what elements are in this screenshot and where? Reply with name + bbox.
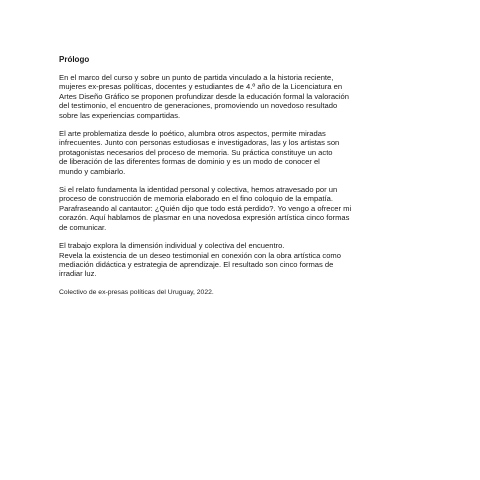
paragraph-line: corazón. Aquí hablamos de plasmar en una novedosa expresión artística cinco formas: [59, 213, 350, 223]
paragraph-1: [59, 73, 389, 120]
paragraph-line: El trabajo explora la dimensión individual y colectiva del encuentro.: [59, 241, 285, 251]
prologue-page: [59, 55, 389, 297]
paragraph-4: [59, 241, 389, 279]
paragraph-line: Si el relato fundamenta la identidad personal y colectiva, hemos atravesado por un: [59, 185, 338, 195]
paragraph-line: irradiar luz.: [59, 269, 97, 279]
paragraph-2: [59, 129, 389, 176]
signature: Colectivo de ex-presas políticas del Uruguay, 2022.: [59, 288, 214, 296]
paragraph-line: El arte problematiza desde lo poético, alumbra otros aspectos, permite miradas: [59, 129, 326, 139]
paragraph-line: sobre las experiencias compartidas.: [59, 110, 181, 120]
paragraph-line: del testimonio, el encuentro de generaciones, promoviendo un novedoso resultado: [59, 101, 338, 111]
paragraph-line: proceso de construcción de memoria elaborado en el fino coloquio de la empatía.: [59, 194, 333, 204]
paragraph-line: mediación didáctica y estrategia de aprendizaje. El resultado son cinco formas de: [59, 259, 334, 269]
page-title: Prólogo: [59, 55, 90, 64]
paragraph-line: protagonistas necesarios del proceso de memoria. Su práctica constituye un acto: [59, 147, 333, 157]
paragraph-line: Artes Diseño Gráfico se proponen profundizar desde la educación formal la valoración: [59, 91, 349, 101]
paragraph-line: mundo y cambiarlo.: [59, 166, 126, 176]
paragraph-line: de comunicar.: [59, 222, 107, 232]
paragraph-line: infrecuentes. Junto con personas estudiosas e investigadoras, las y los artistas son: [59, 138, 340, 148]
paragraph-line: Parafraseando al cantautor: ¿Quién dijo que todo está perdido?. Yo vengo a ofrecer mi: [59, 203, 352, 213]
paragraph-line: En el marco del curso y sobre un punto de partida vinculado a la historia reciente,: [59, 73, 334, 82]
paragraph-line: mujeres ex-presas políticas, docentes y estudiantes de 4.º año de la Licenciatura en: [59, 82, 343, 92]
paragraph-line: de liberación de las diferentes formas de dominio y es un modo de conocer el: [59, 157, 320, 167]
paragraph-3: [59, 185, 389, 232]
paragraph-line: Revela la existencia de un deseo testimonial en conexión con la obra artística como: [59, 250, 341, 260]
